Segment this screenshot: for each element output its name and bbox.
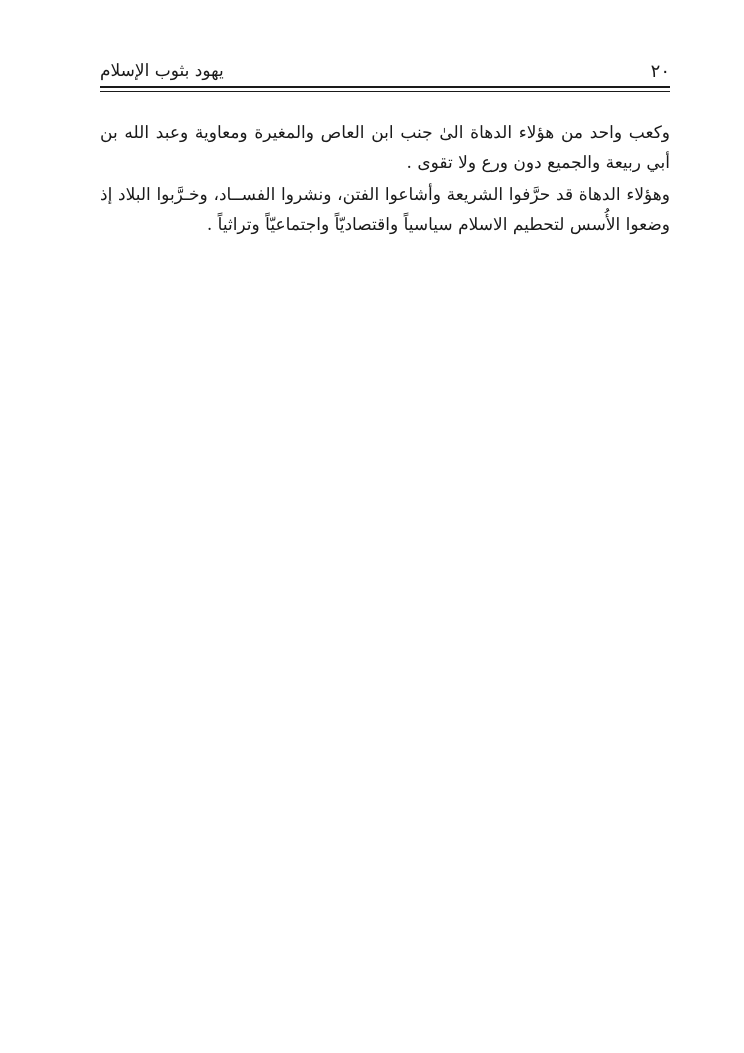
running-header	[100, 58, 670, 84]
header-rule-thin	[100, 91, 670, 92]
header-rule-thick	[100, 86, 670, 88]
paragraph-2: وهؤلاء الدهاة قد حرَّفوا الشريعة وأشاعوا الفتن، ونشروا الفســاد، وخـرَّبوا البلاد إذ وضعوا الأُسس لتحطيم الاسلام سياسياً واقتصاديّاً واجتماعيّاً وتراثياً .	[100, 185, 670, 235]
page-number: ٢٠	[650, 60, 670, 82]
running-header-title: يهود بثوب الإسلام	[100, 61, 224, 81]
paragraph-1: وكعب واحد من هؤلاء الدهاة الىٰ جنب ابن العاص والمغيرة ومعاوية وعبد الله بن أبي ربيعة والجميع دون ورع ولا تقوى .	[100, 123, 670, 173]
body-text	[100, 118, 670, 240]
